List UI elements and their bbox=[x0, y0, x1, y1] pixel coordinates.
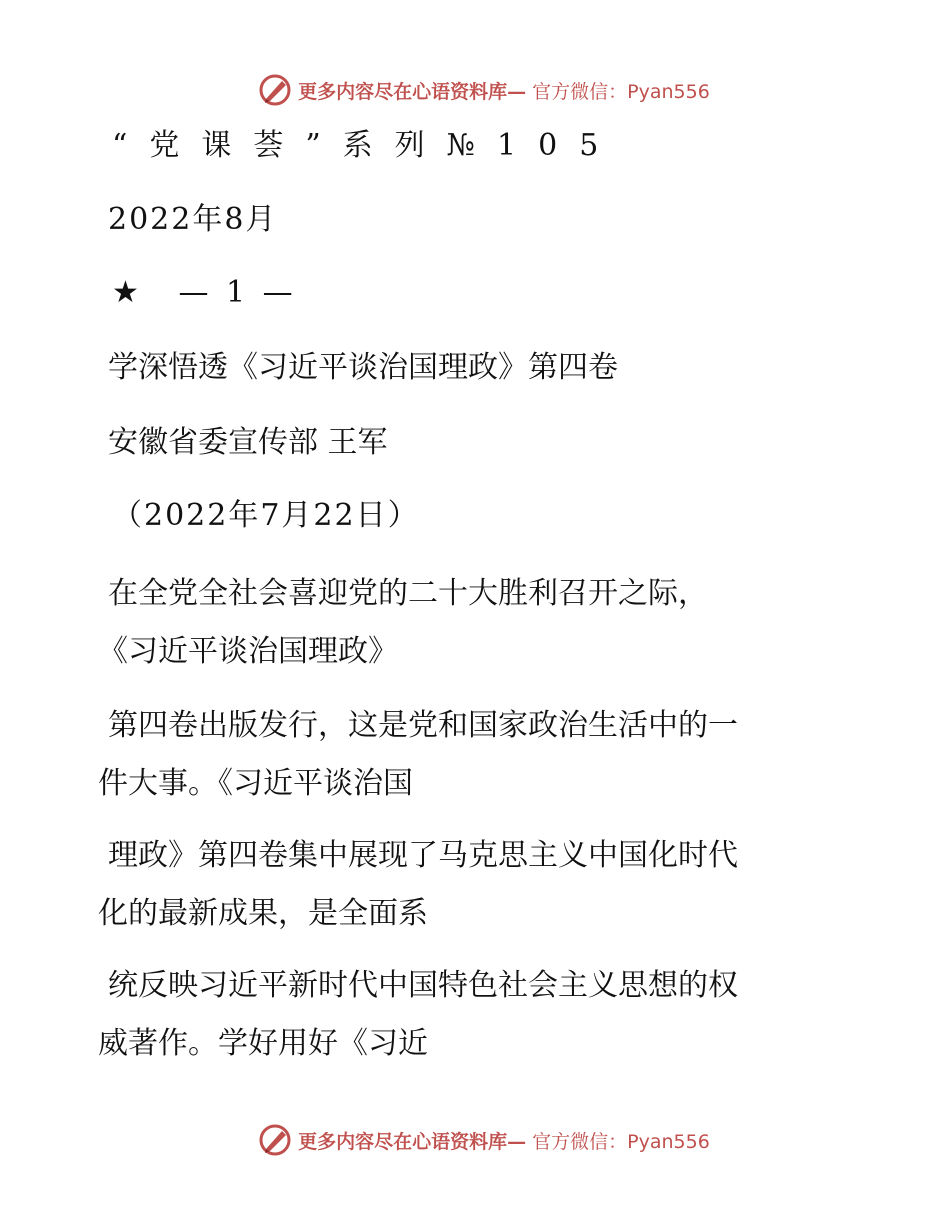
watermark-text: 更多内容尽在心语资料库— bbox=[298, 80, 527, 103]
publication-date: （2022年7月22日） bbox=[112, 498, 420, 533]
author: 安徽省委宣传部 王军 bbox=[108, 425, 388, 460]
pen-logo-icon bbox=[258, 73, 292, 107]
paragraph bbox=[98, 697, 838, 813]
paragraph-line: 在全党全社会喜迎党的二十大胜利召开之际， bbox=[108, 576, 708, 611]
paragraph-line: 统反映习近平新时代中国特色社会主义思想的权 bbox=[108, 968, 738, 1003]
paragraph-line: 威著作。学好用好《习近 bbox=[98, 1026, 428, 1061]
star-icon: ★ bbox=[112, 275, 143, 310]
watermark-group bbox=[258, 1123, 710, 1157]
header-watermark bbox=[0, 70, 950, 110]
watermark-wechat: 官方微信：Pyan556 bbox=[532, 80, 710, 103]
section-number: — 1 — bbox=[178, 275, 297, 310]
paragraph-line: 化的最新成果，是全面系 bbox=[98, 896, 428, 931]
watermark-wechat: 官方微信：Pyan556 bbox=[532, 1130, 710, 1153]
article-title: 学深悟透《习近平谈治国理政》第四卷 bbox=[108, 350, 618, 385]
watermark-group bbox=[258, 73, 710, 107]
paragraph-line: 件大事。《习近平谈治国 bbox=[98, 766, 413, 801]
paragraph-line: 第四卷出版发行，这是党和国家政治生活中的一 bbox=[108, 708, 738, 743]
paragraph bbox=[98, 565, 838, 681]
paragraph-line: 《习近平谈治国理政》 bbox=[98, 634, 398, 669]
footer-watermark bbox=[0, 1120, 950, 1160]
section-marker-line bbox=[112, 275, 297, 311]
series-title: “党课荟”系列№105 bbox=[112, 128, 621, 163]
paragraph bbox=[98, 827, 838, 943]
paragraph-line: 理政》第四卷集中展现了马克思主义中国化时代 bbox=[108, 838, 738, 873]
paragraph bbox=[98, 957, 838, 1073]
pen-logo-icon bbox=[258, 1123, 292, 1157]
issue-date: 2022年8月 bbox=[108, 202, 278, 237]
watermark-text: 更多内容尽在心语资料库— bbox=[298, 1130, 527, 1153]
